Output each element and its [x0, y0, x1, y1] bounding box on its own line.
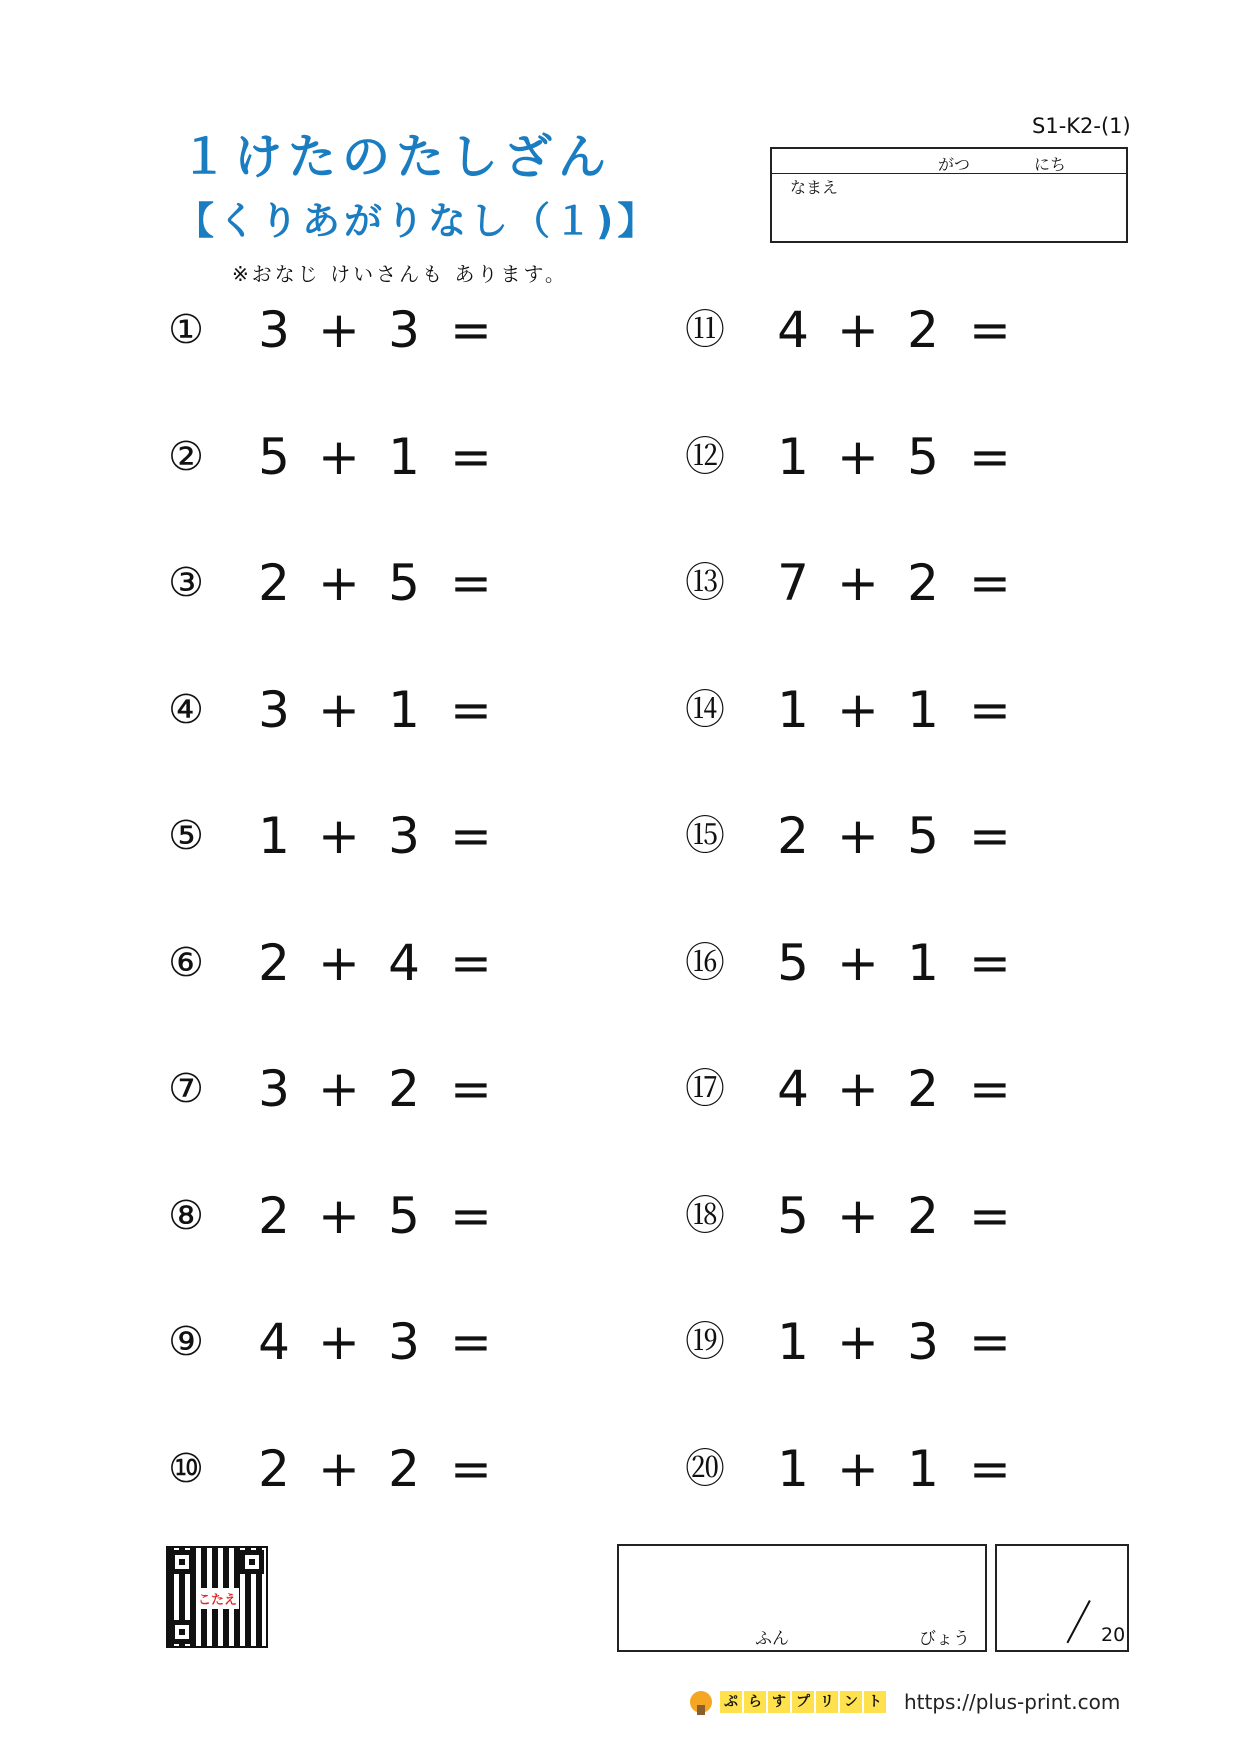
second-operand: 1 [907, 1439, 939, 1498]
first-operand: 4 [777, 301, 809, 359]
brand-chip: ン [840, 1691, 862, 1713]
first-operand: 2 [777, 807, 809, 865]
second-operand: 2 [907, 1186, 939, 1245]
equals-sign: = [450, 680, 492, 739]
problem-item [156, 1059, 496, 1119]
problem-item [675, 806, 1015, 866]
problem-item [156, 806, 496, 866]
equals-sign: = [969, 933, 1011, 992]
operator: + [318, 1313, 360, 1371]
problem-number: ⑭ [685, 686, 725, 733]
operator: + [318, 680, 360, 739]
problem-item [675, 1186, 1015, 1246]
equals-sign: = [450, 807, 492, 865]
operator: + [837, 301, 879, 359]
first-operand: 3 [258, 1060, 290, 1118]
brand-chip: ト [864, 1691, 886, 1713]
operator: + [318, 554, 360, 612]
brand-logo-icon [690, 1691, 712, 1713]
second-operand: 2 [388, 1439, 420, 1498]
operator: + [837, 1060, 879, 1118]
operator: + [837, 554, 879, 612]
equals-sign: = [969, 1060, 1011, 1118]
problem-number: ⑪ [685, 307, 725, 353]
equals-sign: = [450, 1186, 492, 1245]
problem-number: ⑬ [685, 560, 725, 606]
first-operand: 2 [258, 1439, 290, 1498]
name-label: なまえ [790, 178, 839, 197]
seconds-label: びょう [919, 1629, 970, 1649]
second-operand: 5 [907, 427, 939, 486]
operator: + [837, 807, 879, 865]
first-operand: 1 [777, 1439, 809, 1498]
problem-number: ② [168, 433, 204, 480]
second-operand: 3 [388, 301, 420, 359]
operator: + [837, 680, 879, 739]
second-operand: 2 [388, 1060, 420, 1118]
brand-chip: す [768, 1691, 790, 1713]
problem-item [156, 1312, 496, 1372]
qr-finder-bottom-left [170, 1620, 194, 1644]
problem-number: ⑦ [168, 1066, 204, 1112]
second-operand: 1 [907, 680, 939, 739]
problem-item [675, 300, 1015, 360]
operator: + [318, 807, 360, 865]
first-operand: 5 [777, 1186, 809, 1245]
second-operand: 3 [388, 1313, 420, 1371]
problem-number: ⑧ [168, 1192, 204, 1239]
first-operand: 5 [258, 427, 290, 486]
answer-qr-code[interactable] [166, 1546, 268, 1648]
problem-number: ⑤ [168, 813, 204, 859]
second-operand: 5 [388, 554, 420, 612]
first-operand: 1 [777, 427, 809, 486]
second-operand: 2 [907, 1060, 939, 1118]
first-operand: 2 [258, 1186, 290, 1245]
qr-answer-label: こたえ [196, 1588, 239, 1609]
first-operand: 2 [258, 554, 290, 612]
first-operand: 4 [777, 1060, 809, 1118]
second-operand: 3 [907, 1313, 939, 1371]
problem-item [156, 553, 496, 613]
equals-sign: = [969, 680, 1011, 739]
problem-number: ⑨ [168, 1319, 204, 1365]
problem-number: ⑱ [685, 1192, 725, 1239]
equals-sign: = [969, 427, 1011, 486]
problem-number: ⑰ [685, 1066, 725, 1112]
problem-item [675, 553, 1015, 613]
second-operand: 4 [388, 933, 420, 992]
operator: + [318, 933, 360, 992]
second-operand: 2 [907, 301, 939, 359]
second-operand: 5 [907, 807, 939, 865]
first-operand: 3 [258, 680, 290, 739]
second-operand: 5 [388, 1186, 420, 1245]
brand-name [720, 1691, 886, 1713]
problem-item [675, 933, 1015, 993]
equals-sign: = [450, 554, 492, 612]
day-label: にち [1034, 155, 1067, 174]
operator: + [837, 1186, 879, 1245]
equals-sign: = [450, 427, 492, 486]
worksheet-title: １けたのたしざん [180, 129, 613, 185]
operator: + [837, 427, 879, 486]
minutes-label: ふん [755, 1629, 789, 1649]
problem-number: ⑩ [168, 1445, 204, 1492]
problem-number: ① [168, 307, 204, 353]
operator: + [318, 1186, 360, 1245]
equals-sign: = [969, 1439, 1011, 1498]
problem-number: ⑥ [168, 939, 204, 986]
equals-sign: = [969, 301, 1011, 359]
second-operand: 2 [907, 554, 939, 612]
score-box[interactable] [995, 1544, 1129, 1652]
problem-item [156, 427, 496, 487]
first-operand: 1 [777, 680, 809, 739]
problem-item [675, 427, 1015, 487]
problem-item [675, 1059, 1015, 1119]
operator: + [837, 1313, 879, 1371]
brand-chip: プ [792, 1691, 814, 1713]
equals-sign: = [450, 301, 492, 359]
first-operand: 1 [258, 807, 290, 865]
problem-number: ⑫ [685, 433, 725, 480]
first-operand: 5 [777, 933, 809, 992]
time-box[interactable] [617, 1544, 987, 1652]
equals-sign: = [969, 807, 1011, 865]
brand-chip: ぷ [720, 1691, 742, 1713]
first-operand: 3 [258, 301, 290, 359]
second-operand: 1 [388, 427, 420, 486]
problem-item [156, 933, 496, 993]
problem-item [156, 300, 496, 360]
problem-item [156, 1186, 496, 1246]
operator: + [837, 933, 879, 992]
operator: + [318, 301, 360, 359]
operator: + [318, 427, 360, 486]
problem-number: ③ [168, 560, 204, 606]
month-label: がつ [938, 155, 971, 174]
worksheet-subtitle: 【くりあがりなし（１)】 [176, 199, 660, 243]
problem-number: ⑮ [685, 813, 725, 859]
problem-number: ④ [168, 686, 204, 733]
problem-item [675, 1439, 1015, 1499]
first-operand: 7 [777, 554, 809, 612]
problem-item [156, 680, 496, 740]
name-date-box[interactable] [770, 147, 1128, 243]
problem-item [156, 1439, 496, 1499]
operator: + [318, 1060, 360, 1118]
qr-finder-top-right [240, 1550, 264, 1574]
equals-sign: = [969, 554, 1011, 612]
qr-finder-top-left [170, 1550, 194, 1574]
first-operand: 4 [258, 1313, 290, 1371]
score-total: 20 [1101, 1624, 1126, 1646]
worksheet-note: ※おなじ けいさんも あります。 [232, 262, 568, 286]
problem-number: ⑳ [685, 1445, 725, 1492]
operator: + [837, 1439, 879, 1498]
worksheet-code: S1-K2-(1) [1032, 114, 1131, 138]
operator: + [318, 1439, 360, 1498]
problem-number: ⑯ [685, 939, 725, 986]
problem-number: ⑲ [685, 1319, 725, 1365]
problem-item [675, 680, 1015, 740]
second-operand: 1 [388, 680, 420, 739]
brand-chip: ら [744, 1691, 766, 1713]
equals-sign: = [969, 1186, 1011, 1245]
second-operand: 3 [388, 807, 420, 865]
equals-sign: = [450, 1439, 492, 1498]
brand-footer [690, 1688, 1120, 1716]
first-operand: 2 [258, 933, 290, 992]
first-operand: 1 [777, 1313, 809, 1371]
equals-sign: = [969, 1313, 1011, 1371]
second-operand: 1 [907, 933, 939, 992]
problem-item [675, 1312, 1015, 1372]
equals-sign: = [450, 933, 492, 992]
brand-url-link[interactable]: https://plus-print.com [904, 1690, 1121, 1714]
equals-sign: = [450, 1060, 492, 1118]
score-slash [1066, 1600, 1090, 1643]
equals-sign: = [450, 1313, 492, 1371]
brand-chip: リ [816, 1691, 838, 1713]
